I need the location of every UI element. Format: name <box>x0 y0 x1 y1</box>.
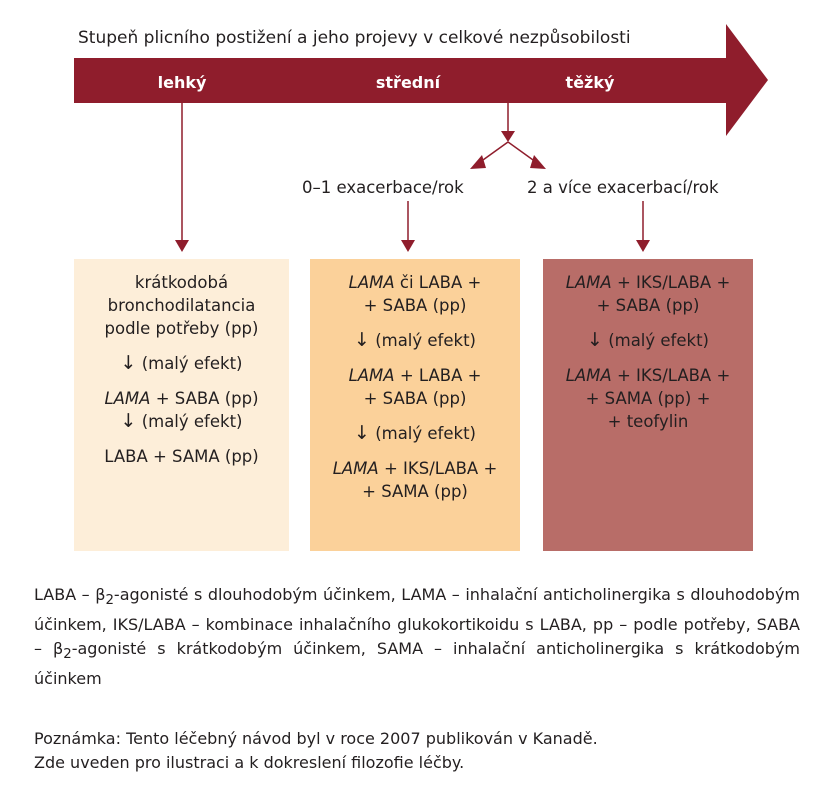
treatment-box-mild <box>74 259 289 551</box>
down-arrow-icon: ↓ <box>120 352 137 374</box>
moderate-step-3: LAMA + IKS/LABA + <box>332 459 498 478</box>
down-arrow-icon: ↓ <box>120 410 137 432</box>
exacerbation-label-low: 0–1 exacerbace/rok <box>302 178 464 197</box>
note-line-2: Zde uveden pro ilustraci a k dokreslení filozofie léčby. <box>34 753 465 772</box>
moderate-step-1-line-2: + SABA (pp) <box>363 296 467 315</box>
severity-label-moderate: střední <box>375 73 441 92</box>
severe-step-2: LAMA + IKS/LABA + <box>565 366 731 385</box>
diagram-title: Stupeň plicního postižení a jeho projevy v celkové nezpůsobilosti <box>78 28 631 48</box>
abbreviations-footnote: LABA – $\beta_2$-agonisté s dlouhodobým účinkem, LAMA – inhalační anticholinergika s dlouhodobým účinkem, IKS/LABA – kombinace inhalačního glukokortikoidu s LABA, pp – podle potřeby, SABA – $\beta_2$-agonisté s krátkodobým účinkem, SAMA – inhalační anticholinergika s krátkodobým účinkem <box>34 585 801 689</box>
moderate-step-1: LAMA či LABA + <box>348 273 482 292</box>
severe-step-1: LAMA + IKS/LABA + <box>565 273 731 292</box>
severity-label-severe: těžký <box>565 73 615 92</box>
moderate-effect-2: ↓ (malý efekt) <box>354 422 476 444</box>
severe-effect-1: ↓ (malý efekt) <box>587 329 709 351</box>
mild-effect-1: ↓ (malý efekt) <box>120 352 243 374</box>
severity-label-mild: lehký <box>157 73 207 92</box>
note-line-1: Poznámka: Tento léčebný návod byl v roce 2007 publikován v Kanadě. <box>34 729 598 748</box>
down-arrow-icon: ↓ <box>354 422 370 444</box>
arrowhead-moderate <box>401 240 415 252</box>
mild-step-3: LABA + SAMA (pp) <box>104 447 259 466</box>
arrowhead-severe <box>636 240 650 252</box>
moderate-effect-1: ↓ (malý efekt) <box>354 329 476 351</box>
treatment-box-moderate <box>310 259 520 551</box>
moderate-step-3-line-2: + SAMA (pp) <box>362 482 468 501</box>
arrowhead-mild <box>175 240 189 252</box>
arrowhead-split-left <box>470 155 486 169</box>
exacerbation-label-high: 2 a více exacerbací/rok <box>527 178 719 197</box>
moderate-step-2-line-2: + SABA (pp) <box>363 389 467 408</box>
severe-step-2-line-2: + SAMA (pp) + <box>585 389 711 408</box>
severe-step-2-line-3: + teofylin <box>607 412 689 431</box>
down-arrow-icon: ↓ <box>587 329 603 351</box>
moderate-step-2: LAMA + LABA + <box>348 366 482 385</box>
arrowhead-split-right <box>530 155 546 169</box>
mild-line-3: podle potřeby (pp) <box>104 319 259 338</box>
severe-step-1-line-2: + SABA (pp) <box>596 296 700 315</box>
mild-step-2: LAMA + SABA (pp) <box>104 389 259 408</box>
mild-line-2: bronchodilatancia <box>107 296 256 315</box>
down-arrow-icon: ↓ <box>354 329 370 351</box>
arrowhead-split <box>501 131 515 142</box>
treatment-box-severe <box>543 259 753 551</box>
mild-effect-2: ↓ (malý efekt) <box>120 410 243 432</box>
note <box>34 727 598 775</box>
mild-line-1: krátkodobá <box>134 273 229 292</box>
